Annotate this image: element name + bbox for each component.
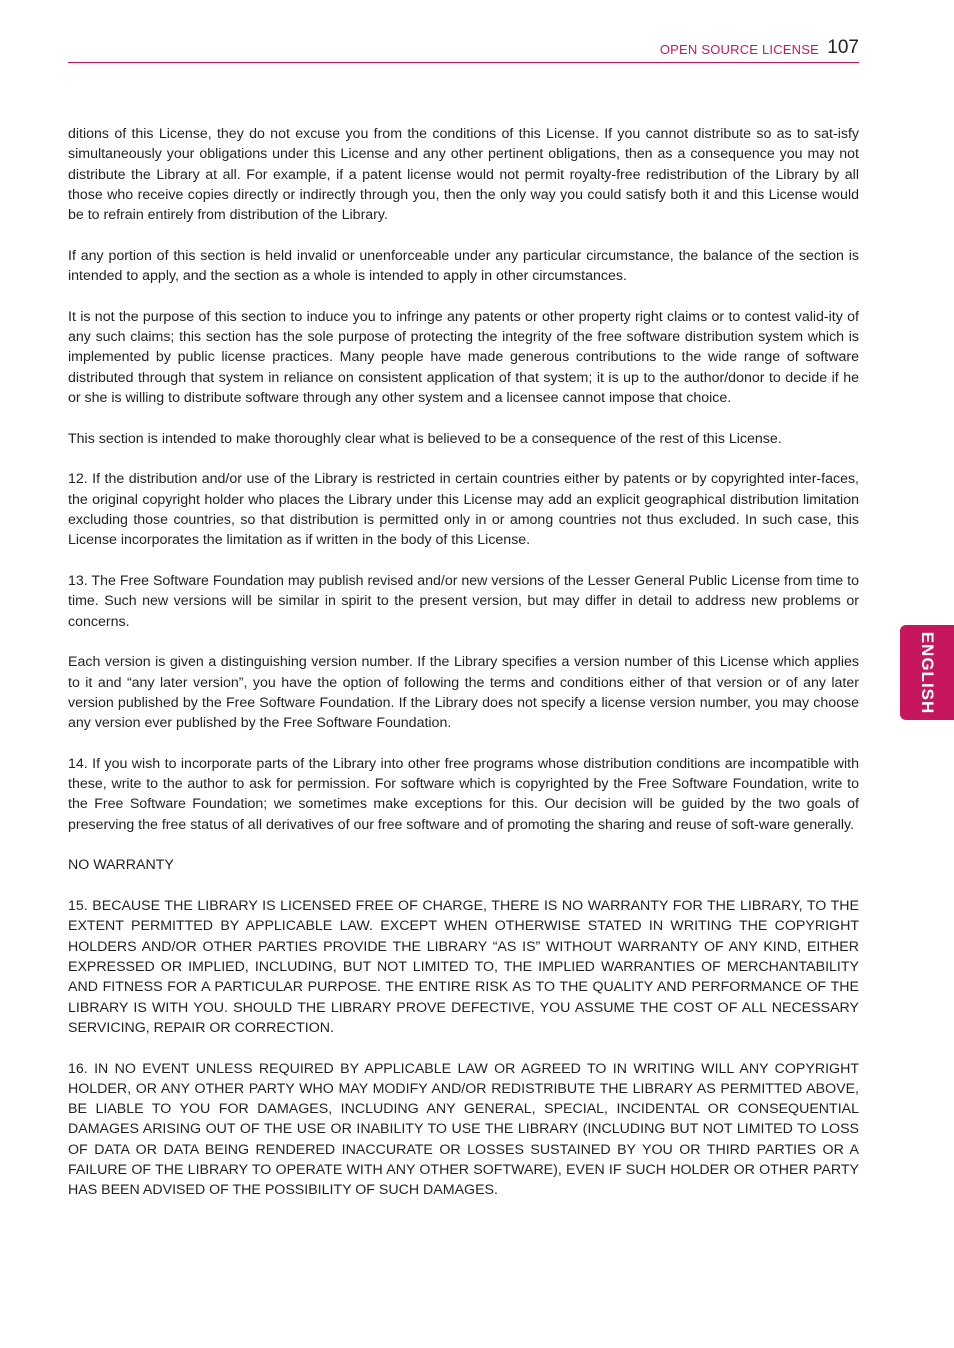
paragraph-section-purpose: It is not the purpose of this section to induce you to infringe any patents or other property right claims or to contest valid-ity of any such claims; this section has the sole purpose of protecting the integrity of the free software distribution system which is implemented by public license practices. Many people have made generous contributions to the wide range of software distributed through that system in reliance on consistent application of that system; it is up to the author/donor to decide if he or she is willing to distribute software through any other system and a licensee cannot impose that choice. [68, 308, 859, 407]
page-header [68, 36, 859, 63]
license-text-body [68, 124, 859, 1221]
section-title: OPEN SOURCE LICENSE [659, 42, 819, 57]
paragraph-section-13: 13. The Free Software Foundation may publish revised and/or new versions of the Lesser General Public License from time to time. Such new versions will be similar in spirit to the present version, but may differ in detail to address new problems or concerns. [68, 573, 859, 630]
paragraph-invalid-portion: If any portion of this section is held invalid or unenforceable under any particular circumstance, the balance of the section is intended to apply, and the section as a whole is intended to apply in other circumstances. [68, 247, 859, 285]
page-number: 107 [827, 37, 859, 58]
paragraph-consequence: This section is intended to make thoroughly clear what is believed to be a consequence of the rest of this License. [68, 430, 782, 447]
paragraph-section-14: 14. If you wish to incorporate parts of the Library into other free programs whose distribution conditions are incompatible with these, write to the author to ask for permission. For software which is copyrighted by the Free Software Foundation, write to the Free Software Foundation; we sometimes make exceptions for this. Our decision will be guided by the two goals of preserving the free status of all derivatives of our free software and of promoting the sharing and reuse of soft-ware generally. [68, 755, 859, 833]
paragraph-conditions: ditions of this License, they do not excuse you from the conditions of this License. If you cannot distribute so as to sat-isfy simultaneously your obligations under this License and any other pertinent obligations, then as a consequence you may not distribute the Library at all. For example, if a patent license would not permit royalty-free redistribution of the Library by all those who receive copies directly or indirectly through you, then the only way you could satisfy both it and this License would be to refrain entirely from distribution of the Library. [68, 126, 859, 224]
no-warranty-heading: NO WARRANTY [68, 857, 174, 874]
paragraph-section-15: 15. BECAUSE THE LIBRARY IS LICENSED FREE OF CHARGE, THERE IS NO WARRANTY FOR THE LIBRARY, TO THE EXTENT PERMITTED BY APPLICABLE LAW. EXCEPT WHEN OTHERWISE STATED IN WRITING THE COPYRIGHT HOLDERS AND/OR OTHER PARTIES PROVIDE THE LIBRARY “AS IS” WITHOUT WARRANTY OF ANY KIND, EITHER EXPRESSED OR IMPLIED, INCLUDING, BUT NOT LIMITED TO, THE IMPLIED WARRANTIES OF MERCHANTABILITY AND FITNESS FOR A PARTICULAR PURPOSE. THE ENTIRE RISK AS TO THE QUALITY AND PERFORMANCE OF THE LIBRARY IS WITH YOU. SHOULD THE LIBRARY PROVE DEFECTIVE, YOU ASSUME THE COST OF ALL NECESSARY SERVICING, REPAIR OR CORRECTION. [68, 898, 859, 1036]
paragraph-version-number: Each version is given a distinguishing version number. If the Library specifies a version number of this License which applies to it and “any later version”, you have the option of following the terms and conditions either of that version or of any later version published by the Free Software Foundation. If the Library does not specify a license version number, you may choose any version ever published by the Free Software Foundation. [68, 654, 859, 732]
language-tab [900, 625, 954, 720]
paragraph-section-16: 16. IN NO EVENT UNLESS REQUIRED BY APPLICABLE LAW OR AGREED TO IN WRITING WILL ANY COPYRIGHT HOLDER, OR ANY OTHER PARTY WHO MAY MODIFY AND/OR REDISTRIBUTE THE LIBRARY AS PERMITTED ABOVE, BE LIABLE TO YOU FOR DAMAGES, INCLUDING ANY GENERAL, SPECIAL, INCIDENTAL OR CONSEQUENTIAL DAMAGES ARISING OUT OF THE USE OR INABILITY TO USE THE LIBRARY (INCLUDING BUT NOT LIMITED TO LOSS OF DATA OR DATA BEING RENDERED INACCURATE OR LOSSES SUSTAINED BY YOU OR THIRD PARTIES OR A FAILURE OF THE LIBRARY TO OPERATE WITH ANY OTHER SOFTWARE), EVEN IF SUCH HOLDER OR OTHER PARTY HAS BEEN ADVISED OF THE POSSIBILITY OF SUCH DAMAGES. [68, 1060, 859, 1199]
language-tab-label: ENGLISH [918, 631, 937, 714]
paragraph-section-12: 12. If the distribution and/or use of the Library is restricted in certain countries either by patents or by copyrighted inter-faces, the original copyright holder who places the Library under this License may add an explicit geographical distribution limitation excluding those countries, so that distribution is permitted only in or among countries not thus excluded. In such case, this License incorporates the limitation as if written in the body of this License. [68, 471, 859, 549]
